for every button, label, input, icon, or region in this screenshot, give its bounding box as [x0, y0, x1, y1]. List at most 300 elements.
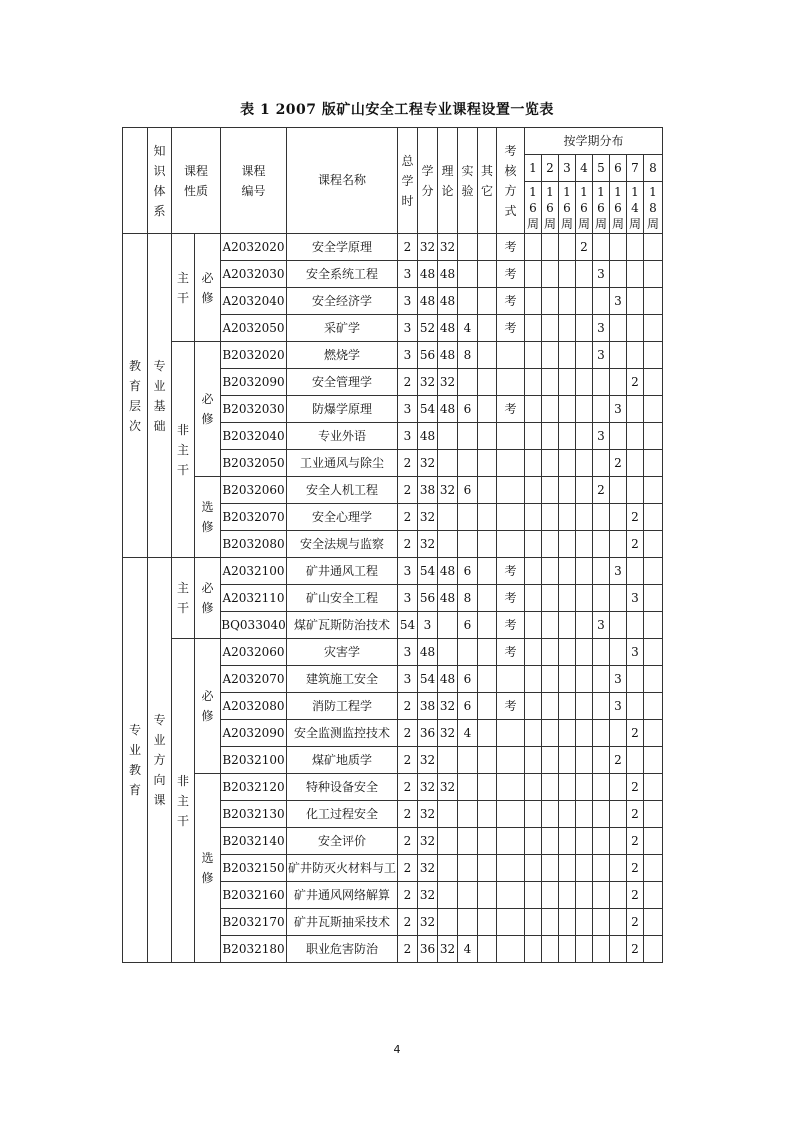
- course-name: 专业外语: [287, 423, 398, 450]
- course-theory: [438, 801, 458, 828]
- semester-cell-5: [593, 801, 610, 828]
- semester-cell-4: 2: [576, 234, 593, 261]
- semester-cell-6: 3: [610, 693, 627, 720]
- course-theory: 48: [438, 666, 458, 693]
- semester-cell-1: [525, 504, 542, 531]
- table-title: 表 1 2007 版矿山安全工程专业课程设置一览表: [240, 102, 554, 118]
- semester-cell-5: 3: [593, 261, 610, 288]
- semester-cell-6: 3: [610, 396, 627, 423]
- semester-cell-1: [525, 612, 542, 639]
- course-other: [478, 477, 497, 504]
- course-experiment: 4: [458, 315, 478, 342]
- course-credits: 2: [398, 774, 418, 801]
- table-row: [123, 477, 663, 504]
- course-code: B2032040: [221, 423, 287, 450]
- course-hours: 48: [418, 261, 438, 288]
- course-other: [478, 423, 497, 450]
- header-exam-method: 考核方式: [497, 128, 525, 234]
- course-hours: 54: [418, 666, 438, 693]
- course-experiment: 6: [458, 477, 478, 504]
- semester-cell-1: [525, 720, 542, 747]
- semester-cell-6: [610, 531, 627, 558]
- course-other: [478, 909, 497, 936]
- course-name: 建筑施工安全: [287, 666, 398, 693]
- course-hours: 32: [418, 369, 438, 396]
- course-hours: 32: [418, 234, 438, 261]
- semester-cell-4: [576, 936, 593, 963]
- semester-cell-2: [542, 720, 559, 747]
- header-credits: 学分: [418, 128, 438, 234]
- course-name: 消防工程学: [287, 693, 398, 720]
- course-hours: 38: [418, 477, 438, 504]
- course-table: [122, 127, 663, 963]
- course-experiment: [458, 828, 478, 855]
- semester-cell-5: [593, 639, 610, 666]
- course-code: A2032100: [221, 558, 287, 585]
- semester-cell-8: [644, 828, 663, 855]
- semester-cell-8: [644, 585, 663, 612]
- course-theory: 48: [438, 558, 458, 585]
- semester-cell-1: [525, 531, 542, 558]
- course-experiment: [458, 369, 478, 396]
- course-other: [478, 639, 497, 666]
- course-credits: 54: [398, 612, 418, 639]
- course-other: [478, 288, 497, 315]
- course-hours: 3: [418, 612, 438, 639]
- course-experiment: 6: [458, 666, 478, 693]
- semester-cell-4: [576, 477, 593, 504]
- course-code: B2032180: [221, 936, 287, 963]
- course-exam: [497, 855, 525, 882]
- course-code: B2032170: [221, 909, 287, 936]
- semester-cell-7: 2: [627, 882, 644, 909]
- course-exam: [497, 666, 525, 693]
- course-name: 安全评价: [287, 828, 398, 855]
- table-row: [123, 639, 663, 666]
- course-code: A2032080: [221, 693, 287, 720]
- semester-cell-1: [525, 315, 542, 342]
- semester-cell-1: [525, 450, 542, 477]
- course-hours: 32: [418, 774, 438, 801]
- course-exam: [497, 828, 525, 855]
- page-number: 4: [393, 1043, 401, 1056]
- course-hours: 32: [418, 882, 438, 909]
- course-name: 煤矿地质学: [287, 747, 398, 774]
- course-exam: [497, 936, 525, 963]
- semester-cell-7: 2: [627, 531, 644, 558]
- course-exam: [497, 531, 525, 558]
- course-hours: 48: [418, 639, 438, 666]
- header-course-nature: 课程性质: [172, 128, 221, 234]
- course-exam: 考: [497, 261, 525, 288]
- semester-cell-4: [576, 828, 593, 855]
- semester-cell-4: [576, 585, 593, 612]
- semester-cell-1: [525, 558, 542, 585]
- course-theory: 48: [438, 288, 458, 315]
- course-credits: 3: [398, 342, 418, 369]
- course-credits: 2: [398, 450, 418, 477]
- course-experiment: [458, 855, 478, 882]
- course-hours: 32: [418, 801, 438, 828]
- semester-cell-7: [627, 234, 644, 261]
- course-name: 燃烧学: [287, 342, 398, 369]
- semester-cell-5: [593, 855, 610, 882]
- semester-cell-6: 3: [610, 666, 627, 693]
- header-weeks-2: 16周: [542, 182, 559, 234]
- header-course-code: 课程编号: [221, 128, 287, 234]
- course-other: [478, 666, 497, 693]
- semester-cell-7: [627, 450, 644, 477]
- course-hours: 56: [418, 342, 438, 369]
- semester-cell-6: [610, 936, 627, 963]
- course-name: 化工过程安全: [287, 801, 398, 828]
- header-semester-3: 3: [559, 155, 576, 182]
- semester-cell-1: [525, 774, 542, 801]
- course-other: [478, 693, 497, 720]
- course-theory: 48: [438, 315, 458, 342]
- semester-cell-5: [593, 450, 610, 477]
- course-name: 矿井通风工程: [287, 558, 398, 585]
- semester-cell-6: [610, 639, 627, 666]
- header-knowledge-system: 知识体系: [148, 128, 172, 234]
- group-elective-1: 选修: [195, 477, 221, 558]
- semester-cell-2: [542, 828, 559, 855]
- course-credits: 3: [398, 423, 418, 450]
- course-theory: 32: [438, 369, 458, 396]
- semester-cell-1: [525, 423, 542, 450]
- course-exam: [497, 801, 525, 828]
- semester-cell-3: [559, 261, 576, 288]
- semester-cell-8: [644, 774, 663, 801]
- course-credits: 3: [398, 288, 418, 315]
- semester-cell-5: [593, 693, 610, 720]
- course-name: 安全心理学: [287, 504, 398, 531]
- semester-cell-6: [610, 801, 627, 828]
- semester-cell-6: [610, 369, 627, 396]
- course-exam: [497, 504, 525, 531]
- semester-cell-8: [644, 666, 663, 693]
- course-code: B2032130: [221, 801, 287, 828]
- semester-cell-4: [576, 855, 593, 882]
- header-semester-6: 6: [610, 155, 627, 182]
- course-other: [478, 801, 497, 828]
- semester-cell-6: [610, 261, 627, 288]
- course-experiment: [458, 774, 478, 801]
- semester-cell-5: 2: [593, 477, 610, 504]
- course-name: 安全人机工程: [287, 477, 398, 504]
- semester-cell-1: [525, 261, 542, 288]
- table-row: [123, 558, 663, 585]
- semester-cell-3: [559, 855, 576, 882]
- header-semester-1: 1: [525, 155, 542, 182]
- course-name: 矿井通风网络解算: [287, 882, 398, 909]
- course-credits: 2: [398, 936, 418, 963]
- course-theory: 32: [438, 234, 458, 261]
- semester-cell-7: [627, 342, 644, 369]
- semester-cell-5: 3: [593, 342, 610, 369]
- semester-cell-8: [644, 396, 663, 423]
- course-credits: 2: [398, 828, 418, 855]
- group-major-foundation: 专业基础: [148, 234, 172, 558]
- semester-cell-6: 2: [610, 747, 627, 774]
- course-hours: 52: [418, 315, 438, 342]
- group-non-main-2: 非主干: [172, 639, 195, 963]
- semester-cell-6: [610, 504, 627, 531]
- course-experiment: [458, 531, 478, 558]
- semester-cell-4: [576, 531, 593, 558]
- course-name: 安全系统工程: [287, 261, 398, 288]
- semester-cell-1: [525, 585, 542, 612]
- course-experiment: [458, 909, 478, 936]
- course-exam: 考: [497, 315, 525, 342]
- course-experiment: 8: [458, 342, 478, 369]
- course-experiment: 6: [458, 693, 478, 720]
- semester-cell-4: [576, 261, 593, 288]
- semester-cell-4: [576, 558, 593, 585]
- semester-cell-5: [593, 666, 610, 693]
- course-credits: 2: [398, 234, 418, 261]
- header-semester-8: 8: [644, 155, 663, 182]
- course-other: [478, 720, 497, 747]
- course-code: A2032070: [221, 666, 287, 693]
- semester-cell-8: [644, 450, 663, 477]
- semester-cell-2: [542, 450, 559, 477]
- semester-cell-6: [610, 855, 627, 882]
- course-hours: 32: [418, 531, 438, 558]
- semester-cell-4: [576, 909, 593, 936]
- course-name: 矿井防灭火材料与工: [287, 855, 398, 882]
- semester-cell-1: [525, 288, 542, 315]
- semester-cell-1: [525, 666, 542, 693]
- semester-cell-6: [610, 720, 627, 747]
- course-code: A2032030: [221, 261, 287, 288]
- header-semester-2: 2: [542, 155, 559, 182]
- course-exam: [497, 774, 525, 801]
- semester-cell-2: [542, 936, 559, 963]
- course-other: [478, 531, 497, 558]
- course-credits: 2: [398, 855, 418, 882]
- course-code: B2032050: [221, 450, 287, 477]
- header-semester-7: 7: [627, 155, 644, 182]
- course-experiment: [458, 450, 478, 477]
- course-credits: 2: [398, 504, 418, 531]
- semester-cell-3: [559, 612, 576, 639]
- semester-cell-2: [542, 882, 559, 909]
- course-name: 职业危害防治: [287, 936, 398, 963]
- semester-cell-7: 2: [627, 720, 644, 747]
- semester-cell-1: [525, 369, 542, 396]
- course-other: [478, 396, 497, 423]
- group-required-2: 必修: [195, 342, 221, 477]
- course-theory: 32: [438, 477, 458, 504]
- semester-cell-3: [559, 774, 576, 801]
- course-credits: 2: [398, 747, 418, 774]
- course-other: [478, 747, 497, 774]
- semester-cell-5: 3: [593, 612, 610, 639]
- semester-cell-2: [542, 558, 559, 585]
- semester-cell-7: [627, 666, 644, 693]
- semester-cell-4: [576, 288, 593, 315]
- semester-cell-6: [610, 423, 627, 450]
- semester-cell-4: [576, 774, 593, 801]
- course-credits: 2: [398, 801, 418, 828]
- semester-cell-3: [559, 639, 576, 666]
- course-credits: 3: [398, 666, 418, 693]
- course-name: 安全经济学: [287, 288, 398, 315]
- course-theory: 32: [438, 720, 458, 747]
- group-main-2: 主干: [172, 558, 195, 639]
- table-row: [123, 774, 663, 801]
- course-experiment: [458, 504, 478, 531]
- header-theory: 理论: [438, 128, 458, 234]
- header-semester-4: 4: [576, 155, 593, 182]
- course-other: [478, 612, 497, 639]
- course-experiment: [458, 423, 478, 450]
- course-theory: [438, 612, 458, 639]
- course-name: 煤矿瓦斯防治技术: [287, 612, 398, 639]
- semester-cell-2: [542, 774, 559, 801]
- course-experiment: 6: [458, 612, 478, 639]
- semester-cell-5: 3: [593, 315, 610, 342]
- semester-cell-3: [559, 558, 576, 585]
- semester-cell-8: [644, 531, 663, 558]
- course-other: [478, 504, 497, 531]
- course-other: [478, 936, 497, 963]
- semester-cell-5: [593, 936, 610, 963]
- course-hours: 32: [418, 747, 438, 774]
- semester-cell-5: [593, 234, 610, 261]
- semester-cell-7: 2: [627, 504, 644, 531]
- semester-cell-7: 2: [627, 369, 644, 396]
- course-credits: 3: [398, 585, 418, 612]
- semester-cell-7: 2: [627, 774, 644, 801]
- semester-cell-1: [525, 747, 542, 774]
- header-semester-5: 5: [593, 155, 610, 182]
- semester-cell-7: [627, 396, 644, 423]
- course-exam: [497, 909, 525, 936]
- course-hours: 32: [418, 909, 438, 936]
- semester-cell-3: [559, 936, 576, 963]
- semester-cell-2: [542, 423, 559, 450]
- course-hours: 36: [418, 936, 438, 963]
- semester-cell-8: [644, 909, 663, 936]
- semester-cell-6: 2: [610, 450, 627, 477]
- semester-cell-8: [644, 855, 663, 882]
- course-theory: 32: [438, 936, 458, 963]
- course-theory: [438, 747, 458, 774]
- header-course-name: 课程名称: [287, 128, 398, 234]
- course-theory: 48: [438, 261, 458, 288]
- semester-cell-6: 3: [610, 558, 627, 585]
- course-other: [478, 855, 497, 882]
- semester-cell-5: 3: [593, 423, 610, 450]
- course-other: [478, 558, 497, 585]
- semester-cell-8: [644, 504, 663, 531]
- semester-cell-7: [627, 423, 644, 450]
- course-code: B2032060: [221, 477, 287, 504]
- course-code: B2032140: [221, 828, 287, 855]
- semester-cell-3: [559, 720, 576, 747]
- semester-cell-7: [627, 261, 644, 288]
- semester-cell-3: [559, 477, 576, 504]
- semester-cell-5: [593, 774, 610, 801]
- semester-cell-6: [610, 828, 627, 855]
- header-experiment: 实验: [458, 128, 478, 234]
- course-other: [478, 261, 497, 288]
- course-theory: [438, 882, 458, 909]
- semester-cell-2: [542, 315, 559, 342]
- semester-cell-7: 3: [627, 585, 644, 612]
- course-hours: 48: [418, 423, 438, 450]
- course-hours: 32: [418, 828, 438, 855]
- semester-cell-3: [559, 288, 576, 315]
- header-total-hours: 总学时: [398, 128, 418, 234]
- semester-cell-3: [559, 909, 576, 936]
- semester-cell-2: [542, 909, 559, 936]
- course-name: 矿山安全工程: [287, 585, 398, 612]
- course-other: [478, 369, 497, 396]
- course-credits: 2: [398, 531, 418, 558]
- semester-cell-2: [542, 288, 559, 315]
- course-experiment: 4: [458, 720, 478, 747]
- header-semester-distribution: 按学期分布: [525, 128, 663, 155]
- course-name: 灾害学: [287, 639, 398, 666]
- course-credits: 2: [398, 693, 418, 720]
- semester-cell-8: [644, 936, 663, 963]
- course-exam: [497, 342, 525, 369]
- semester-cell-3: [559, 315, 576, 342]
- semester-cell-3: [559, 504, 576, 531]
- semester-cell-4: [576, 612, 593, 639]
- semester-cell-5: [593, 909, 610, 936]
- semester-cell-4: [576, 396, 593, 423]
- course-experiment: [458, 234, 478, 261]
- semester-cell-8: [644, 342, 663, 369]
- course-experiment: 6: [458, 558, 478, 585]
- course-hours: 36: [418, 720, 438, 747]
- course-code: A2032040: [221, 288, 287, 315]
- semester-cell-3: [559, 693, 576, 720]
- semester-cell-1: [525, 882, 542, 909]
- course-theory: [438, 423, 458, 450]
- group-non-main-1: 非主干: [172, 342, 195, 558]
- course-exam: 考: [497, 234, 525, 261]
- semester-cell-5: [593, 396, 610, 423]
- course-theory: [438, 909, 458, 936]
- course-exam: 考: [497, 585, 525, 612]
- course-exam: 考: [497, 558, 525, 585]
- semester-cell-6: [610, 774, 627, 801]
- course-theory: 48: [438, 585, 458, 612]
- course-hours: 56: [418, 585, 438, 612]
- semester-cell-7: 2: [627, 936, 644, 963]
- course-exam: [497, 747, 525, 774]
- course-credits: 2: [398, 882, 418, 909]
- semester-cell-6: [610, 234, 627, 261]
- header-other: 其它: [478, 128, 497, 234]
- group-required-4: 必修: [195, 639, 221, 774]
- course-experiment: [458, 639, 478, 666]
- course-exam: [497, 720, 525, 747]
- course-code: B2032080: [221, 531, 287, 558]
- semester-cell-4: [576, 342, 593, 369]
- course-hours: 32: [418, 855, 438, 882]
- course-credits: 2: [398, 909, 418, 936]
- header-weeks-5: 16周: [593, 182, 610, 234]
- course-credits: 2: [398, 369, 418, 396]
- group-main-1: 主干: [172, 234, 195, 342]
- semester-cell-2: [542, 504, 559, 531]
